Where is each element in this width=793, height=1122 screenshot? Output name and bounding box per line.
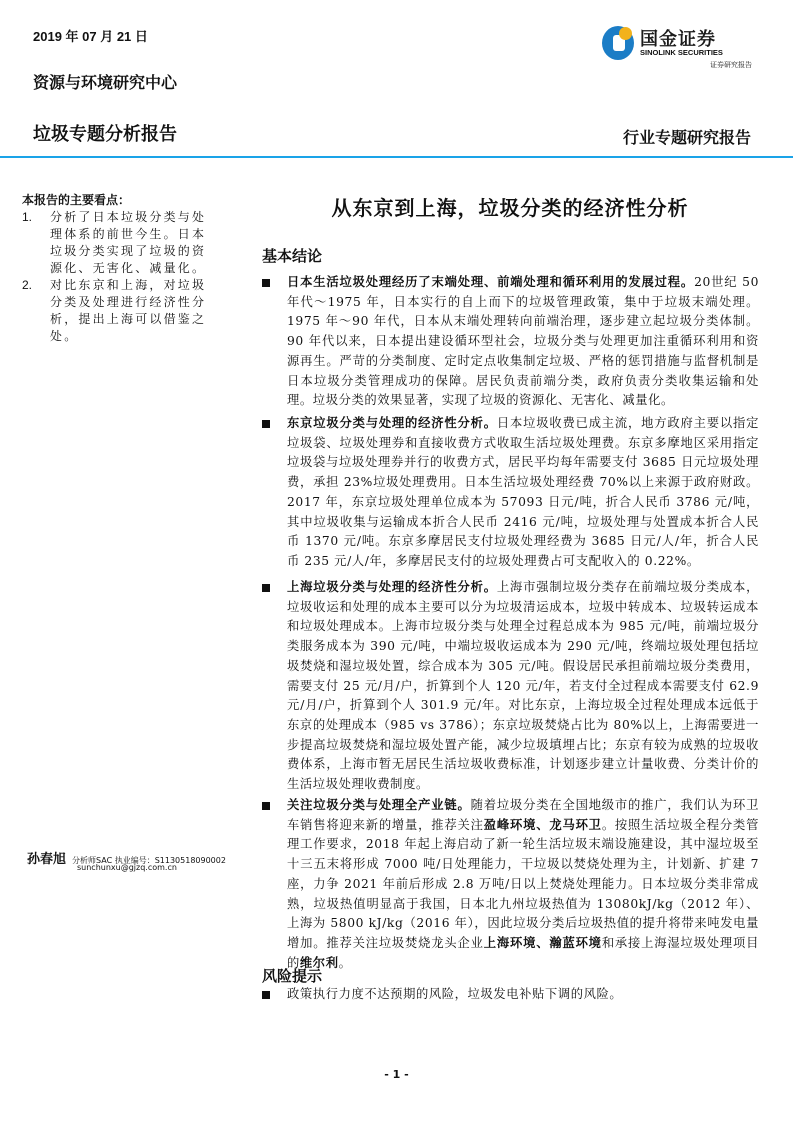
report-date: 2019 年 07 月 21 日: [33, 29, 148, 44]
item-number: 1.: [22, 210, 33, 224]
bold-text: 上海垃圾分类与处理的经济性分析。: [287, 580, 497, 594]
header-divider: [0, 156, 793, 158]
report-type: 行业专题研究报告: [622, 128, 751, 147]
body-text: 上海市强制垃圾分类存在前端垃圾分类成本，垃圾收运和处理的成本主要可以分为垃圾清运成本，垃圾中转成本、垃圾转运成本和垃圾处理成本。上海市垃圾分类与处理全过程总成本为 985 元/吨，前端垃圾分类服务成本为 390 元/吨，中端垃圾收运成本为 290 元/吨，终端垃圾处理包括垃圾焚烧和湿垃圾处置，综合成本为 305 元/吨。假设居民承担前端垃圾分类费用，需要支付 25 元/月/户，折算到个人 120 元/年，若支付全过程成本需要支付 62.9 元/月/户，折算到个人 301.9 元/年。对比东京，上海垃圾全过程处理成本远低于东京的处理成本（985 vs 3786）；东京垃圾焚烧占比为 80%以上，上海需要进一步提高垃圾焚烧和湿垃圾处置产能，减少垃圾填埋占比；东京有较为成熟的垃圾收费体系，上海市暂无居民生活垃圾收费标准，计划逐步建立计量收费、分类计价的生活垃圾处理收费制度。: [287, 580, 759, 792]
highlights-sidebar: [22, 192, 217, 345]
risk-text: 政策执行力度不达预期的风险，垃圾发电补贴下调的风险。: [287, 987, 623, 1001]
page-number: - 1 -: [384, 1068, 409, 1081]
conclusion-item: [262, 796, 759, 973]
body-text: 。按照生活垃圾全程分类管理工作要求，2018 年起上海启动了新一轮生活垃圾末端设施建设，其中湿垃圾至十三五末将形成 7000 吨/日处理能力，干垃圾以焚烧处理为主，计划新、扩建 7 座，力争 2021 年前后形成 2.8 万吨/日以上焚烧处理能力。日本垃圾分类非常成熟，垃圾热值明显高于我国，日本北九州垃圾热值为 13080kJ/kg（2012 年）、上海为 5800 kJ/kg（2016 年），因此垃圾分类后垃圾热值的提升将带来吨发电量增加。推荐关注垃圾焚烧龙头企业: [287, 817, 759, 950]
bold-text: 盈峰环境、龙马环卫: [483, 817, 602, 832]
main-title: 从东京到上海，垃圾分类的经济性分析: [331, 196, 689, 220]
body-text: 20世纪 50 年代～1975 年，日本实行的自上而下的垃圾管理政策，集中于垃圾末端处理。1975 年～90 年代，日本从末端处理转向前端治理，逐步建立起垃圾分类体制。90 年代以来，日本提出建设循环型社会，垃圾分类与处理更加注重循环利用和资源再生。严苛的分类制度、定时定点收集制定垃圾、严格的惩罚措施与监督机制是日本垃圾分类管理成功的保障。居民负责前端分类，政府负责分类收集运输和处理。垃圾分类的效果显著，实现了垃圾的资源化、无害化、减量化。: [287, 275, 759, 408]
research-center: 资源与环境研究中心: [33, 73, 178, 92]
analyst-email[interactable]: sunchunxu@gjzq.com.cn: [77, 863, 177, 872]
logo-sub: 证券研究报告: [710, 61, 752, 69]
body-text: 和承接上海湿垃圾处理项目的: [287, 935, 759, 970]
logo-dot-icon: [619, 27, 632, 40]
analyst-info: [27, 848, 226, 872]
risk-item: [262, 985, 759, 1005]
item-number: 2.: [22, 278, 33, 292]
highlights-heading: 本报告的主要看点：: [22, 193, 131, 207]
logo-cn: 国金证券: [640, 29, 716, 50]
bullet-square-icon: [262, 420, 270, 428]
item-text: 分析了日本垃圾分类与处理体系的前世今生。日本垃圾分类实现了垃圾的资源化、无害化、减量化。: [50, 210, 207, 275]
item-text: 对比东京和上海，对垃圾分类及处理进行经济性分析，提出上海可以借鉴之处。: [50, 278, 207, 343]
bullet-square-icon: [262, 584, 270, 592]
bold-text: 关注垃圾分类与处理全产业链。: [287, 798, 471, 812]
highlight-item: [22, 277, 217, 345]
body-text: 日本垃圾收费已成主流，地方政府主要以指定垃圾袋、垃圾处理券和直接收费方式收取生活垃圾处理费。东京多摩地区采用指定垃圾袋与垃圾处理券并行的收费方式，居民平均每年需要支付 3685 日元垃圾处理费，承担 23%垃圾处理费用。日本生活垃圾处理经费 70%以上来源于政府财政。2017 年，东京垃圾处理单位成本为 57093 日元/吨，折合人民币 3786 元/吨，其中垃圾收集与运输成本折合人民币 2416 元/吨，垃圾处理与处置成本折合人民币 1370 元/吨。东京多摩居民支付垃圾处理经费为 3685 日元/人/年，折合人民币 235 元/人/年，多摩居民支付的垃圾处理费占可支配收入的 0.22%。: [287, 416, 759, 568]
bold-text: 维尔利: [299, 955, 339, 970]
conclusion-item: [262, 414, 759, 572]
bullet-square-icon: [262, 279, 270, 287]
highlight-item: [22, 209, 217, 277]
conclusion-item: [262, 273, 759, 411]
conclusion-text: [287, 578, 759, 795]
conclusion-text: [287, 414, 759, 572]
conclusion-text: [287, 796, 759, 973]
bold-text: 东京垃圾分类与处理的经济性分析。: [287, 416, 497, 430]
logo-en: SINOLINK SECURITIES: [640, 48, 723, 57]
body-text: 随着垃圾分类在全国地级市的推广，我们认为环卫车销售将迎来新的增量，推荐关注: [287, 798, 759, 832]
section-conclusions: 基本结论: [262, 247, 323, 265]
bullet-square-icon: [262, 991, 270, 999]
analyst-name: 孙春旭: [27, 852, 67, 867]
body-text: 。: [338, 955, 352, 970]
bold-text: 日本生活垃圾处理经历了末端处理、前端处理和循环利用的发展过程。: [287, 275, 695, 289]
analyst-role: 分析师SAC 执业编号：S1130518090002: [72, 856, 226, 865]
report-category: 垃圾专题分析报告: [33, 124, 177, 145]
bold-text: 上海环境、瀚蓝环境: [483, 935, 602, 950]
conclusion-item: [262, 578, 759, 795]
company-logo: [602, 24, 752, 74]
conclusion-text: [287, 273, 759, 411]
bullet-square-icon: [262, 802, 270, 810]
section-risks: 风险提示: [262, 967, 323, 985]
